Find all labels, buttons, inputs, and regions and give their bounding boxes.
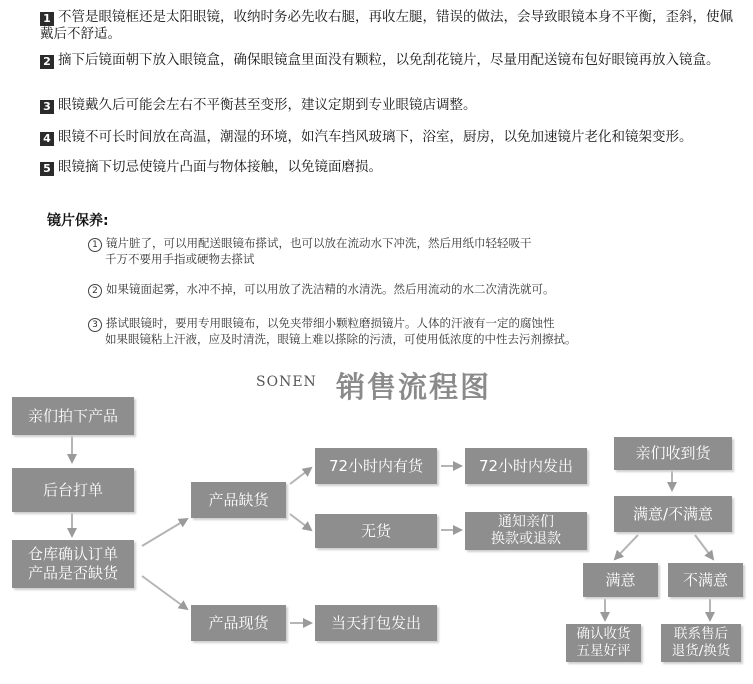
flow-title: 销售流程图: [336, 370, 492, 404]
arrow-shortage-nostock: [290, 514, 311, 530]
node-evaluate: [614, 496, 732, 532]
node-order: [12, 397, 134, 435]
node-received: [614, 437, 732, 470]
care-line: 镜片脏了，可以用配送眼镜布搽试，也可以放在流动水下冲洗，然后用纸巾轻轻吸干: [106, 236, 532, 250]
care-line: 千万不要用手指或硬物去搽试: [105, 252, 255, 266]
brand-name: SONEN: [256, 374, 317, 390]
arrow-warehouse-instock: [142, 576, 187, 609]
node-label: 确认收货: [576, 626, 631, 642]
node-label: 满意: [605, 570, 636, 589]
node-label: 当天打包发出: [330, 613, 421, 632]
node-label: 满意/不满意: [632, 504, 714, 523]
node-confirm: [566, 624, 641, 662]
node-instock: [191, 605, 286, 641]
node-label: 产品现货: [208, 613, 269, 632]
note-text: 摘下后镜面朝下放入眼镜盒，确保眼镜盒里面没有颗粒，以免刮花镜片，尽量用配送镜布包好眼镜再放入镜盒。: [58, 52, 720, 68]
node-notify: [465, 512, 587, 550]
note-number: 5: [40, 162, 54, 176]
node-sameday: [315, 605, 437, 641]
node-label: 亲们拍下产品: [27, 406, 118, 425]
node-label: 产品缺货: [208, 490, 269, 509]
node-label: 联系售后: [674, 626, 728, 642]
node-shortage: [191, 482, 286, 518]
node-label: 换款或退款: [491, 531, 561, 547]
care-line: 如果眼镜粘上汗液，应及时清洗，眼镜上难以搽除的污渍，可使用低浓度的中性去污剂擦拭。: [105, 332, 577, 346]
note-text: 不管是眼镜框还是太阳眼镜，收纳时务必先收右腿，再收左腿，错误的做法，会导致眼镜本身不平衡，歪斜，使佩戴后不舒适。: [40, 9, 733, 42]
node-label: 五星好评: [576, 643, 631, 659]
node-label: 通知亲们: [498, 514, 554, 530]
node-label: 产品是否缺货: [27, 564, 118, 582]
node-label: 仓库确认订单: [27, 545, 118, 563]
arrow-shortage-has72: [290, 468, 311, 484]
care-number: 2: [88, 284, 102, 298]
arrow-eval-unsatisfied: [695, 535, 713, 559]
node-label: 不满意: [682, 570, 728, 589]
node-unsatisfied: [668, 563, 743, 597]
care-number: 1: [88, 238, 102, 252]
node-has72: [315, 448, 437, 484]
node-label: 无货: [360, 521, 391, 540]
note-number: 4: [40, 132, 54, 146]
node-label: 退货/换货: [671, 643, 731, 659]
care-title: 镜片保养:: [47, 213, 109, 229]
node-satisfied: [583, 563, 658, 597]
node-backend: [12, 468, 134, 512]
node-warehouse: [12, 540, 134, 588]
node-label: 72小时内有货: [328, 456, 424, 475]
note-number: 2: [40, 55, 54, 69]
node-ship72: [465, 448, 587, 484]
node-label: 后台打单: [42, 480, 103, 499]
node-label: 亲们收到货: [635, 444, 711, 462]
arrow-eval-satisfied: [615, 535, 638, 559]
care-line: 如果镜面起雾，水冲不掉，可以用放了洗洁精的水清洗。然后用流动的水二次清洗就可。: [106, 282, 555, 296]
node-label: 72小时内发出: [478, 456, 574, 475]
note-text: 眼镜摘下切忌使镜片凸面与物体接触，以免镜面磨损。: [58, 159, 382, 175]
arrow-warehouse-shortage: [142, 519, 187, 546]
care-number: 3: [88, 318, 102, 332]
node-nostock: [315, 514, 437, 548]
note-text: 眼镜戴久后可能会左右不平衡甚至变形，建议定期到专业眼镜店调整。: [58, 97, 477, 113]
note-number: 1: [40, 12, 54, 26]
note-number: 3: [40, 100, 54, 114]
note-text: 眼镜不可长时间放在高温，潮湿的环境，如汽车挡风玻璃下，浴室，厨房，以免加速镜片老化和镜架变形。: [58, 129, 693, 145]
care-line: 搽试眼镜时，要用专用眼镜布，以免夹带细小颗粒磨损镜片。人体的汗液有一定的腐蚀性: [106, 316, 555, 330]
node-contact: [661, 624, 741, 662]
